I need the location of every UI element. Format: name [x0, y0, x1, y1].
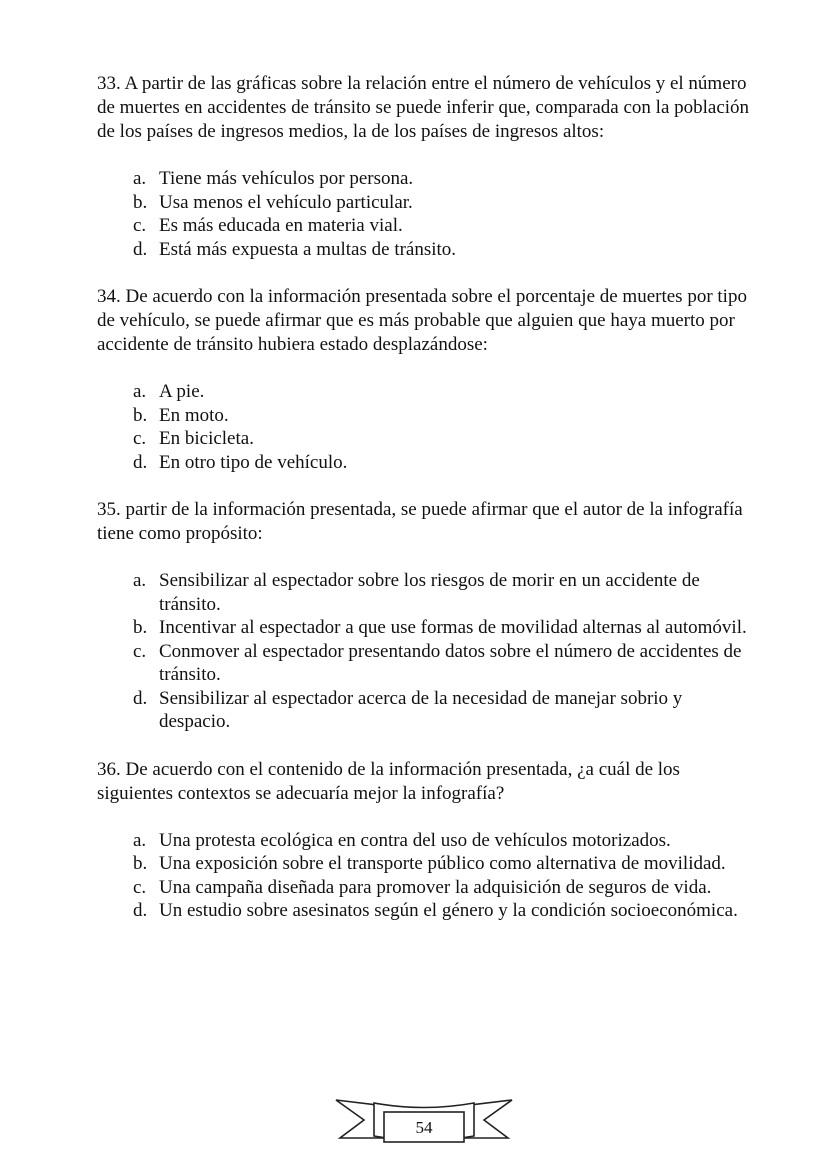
- answer-options: [97, 380, 757, 474]
- option-letter: b.: [133, 191, 148, 213]
- option-text: A pie.: [159, 381, 205, 402]
- option-text: Tiene más vehículos por persona.: [159, 168, 414, 189]
- question-36: [97, 758, 757, 923]
- answer-option: [97, 852, 757, 876]
- question-35: [97, 498, 757, 734]
- answer-option: [97, 427, 757, 451]
- option-letter: c.: [133, 876, 147, 898]
- answer-option: [97, 829, 757, 853]
- option-letter: d.: [133, 238, 148, 260]
- option-letter: b.: [133, 617, 148, 638]
- option-letter: a.: [133, 381, 147, 402]
- option-letter: a.: [133, 829, 147, 851]
- answer-option: [97, 380, 757, 404]
- option-text: Un estudio sobre asesinatos según el género y la condición socioeconómica.: [159, 900, 738, 921]
- answer-option: [97, 191, 757, 215]
- question-stem: 34. De acuerdo con la información presentada sobre el porcentaje de muertes por tipo de vehículo, se puede afirmar que es más probable que alguien que haya muerto por accidente de tránsito hubiera estado desplazándose:: [97, 286, 747, 355]
- document-page: [97, 72, 757, 947]
- question-stem: 36. De acuerdo con el contenido de la información presentada, ¿a cuál de los siguientes contextos se adecuaría mejor la infografía?: [97, 758, 680, 804]
- option-text: Conmover al espectador presentando datos sobre el número de accidentes de tránsito.: [159, 640, 742, 685]
- option-letter: d.: [133, 900, 148, 921]
- option-letter: a.: [133, 168, 147, 189]
- option-text: En moto.: [159, 404, 229, 426]
- option-letter: d.: [133, 687, 148, 709]
- answer-option: [97, 238, 757, 262]
- answer-option: [97, 687, 757, 734]
- option-letter: c.: [133, 640, 147, 662]
- option-text: Sensibilizar al espectador sobre los riesgos de morir en un accidente de tránsito.: [159, 570, 700, 615]
- answer-option: [97, 640, 757, 687]
- answer-options: [97, 829, 757, 923]
- answer-option: [97, 451, 757, 475]
- option-letter: b.: [133, 853, 148, 874]
- option-text: Una campaña diseñada para promover la adquisición de seguros de vida.: [159, 876, 712, 898]
- question-34: [97, 285, 757, 474]
- answer-option: [97, 876, 757, 900]
- option-text: Una exposición sobre el transporte público como alternativa de movilidad.: [159, 853, 726, 874]
- answer-option: [97, 899, 757, 923]
- page-footer: [334, 1096, 514, 1146]
- option-letter: b.: [133, 404, 148, 426]
- answer-option: [97, 404, 757, 428]
- answer-option: [97, 569, 757, 616]
- option-text: Es más educada en materia vial.: [159, 215, 403, 236]
- page-number: 54: [415, 1118, 433, 1137]
- answer-option: [97, 214, 757, 238]
- option-text: Está más expuesta a multas de tránsito.: [159, 238, 457, 260]
- option-text: Sensibilizar al espectador acerca de la necesidad de manejar sobrio y despacio.: [159, 687, 683, 732]
- question-stem: 33. A partir de las gráficas sobre la relación entre el número de vehículos y el número de muertes en accidentes de tránsito se puede inferir que, comparada con la población de los países de ingresos medios, la de los países de ingresos altos:: [97, 73, 750, 142]
- question-33: [97, 72, 757, 261]
- option-text: En bicicleta.: [159, 428, 254, 449]
- answer-options: [97, 167, 757, 261]
- option-letter: c.: [133, 215, 147, 236]
- option-text: Una protesta ecológica en contra del uso de vehículos motorizados.: [159, 829, 671, 851]
- option-letter: c.: [133, 428, 147, 449]
- option-letter: d.: [133, 451, 148, 473]
- option-text: Incentivar al espectador a que use formas de movilidad alternas al automóvil.: [159, 617, 747, 638]
- option-text: En otro tipo de vehículo.: [159, 451, 348, 473]
- option-text: Usa menos el vehículo particular.: [159, 191, 413, 213]
- answer-options: [97, 569, 757, 734]
- option-letter: a.: [133, 570, 147, 591]
- answer-option: [97, 167, 757, 191]
- answer-option: [97, 616, 757, 640]
- question-stem: 35. partir de la información presentada, se puede afirmar que el autor de la infografía tiene como propósito:: [97, 499, 743, 544]
